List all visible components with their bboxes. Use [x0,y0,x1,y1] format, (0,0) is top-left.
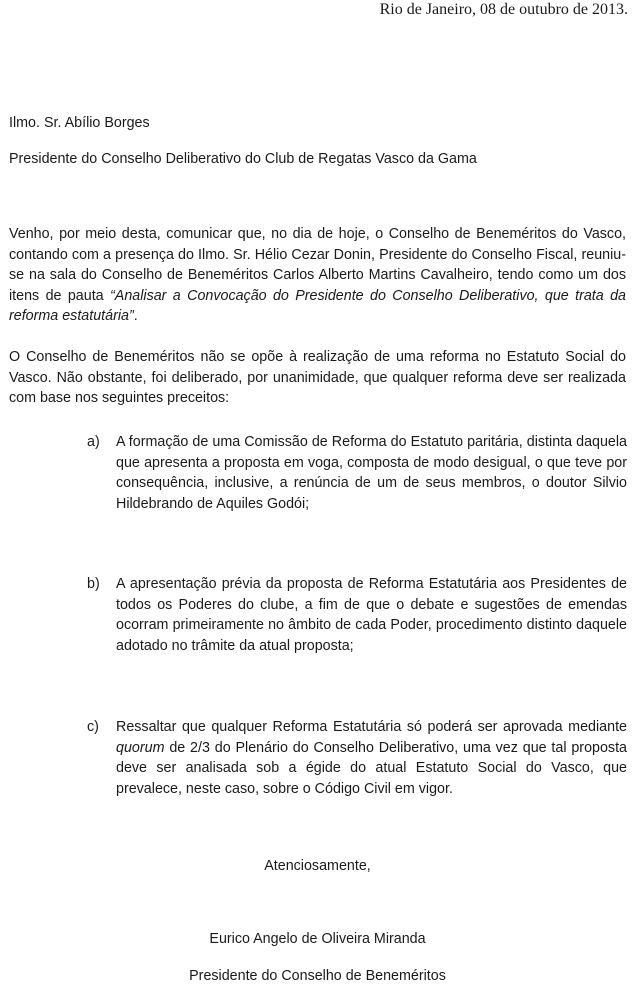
item-c-text-italic: quorum [116,739,165,756]
recipient-salutation: Ilmo. Sr. Abílio Borges [9,115,150,131]
closing-salutation: Atenciosamente, [264,858,371,874]
body-paragraph-1 [9,224,626,327]
list-marker: a) [87,434,100,450]
recipient-title: Presidente do Conselho Deliberativo do Club de Regatas Vasco da Gama [9,151,477,167]
paragraph-1-end: . [133,308,138,324]
signer-title: Presidente do Conselho de Beneméritos [189,968,446,984]
list-marker: c) [87,719,99,735]
paragraph-1-quote: “Analisar a Convocação do Presidente do Conselho Deliberativo, que trata da reforma estatutária” [9,287,627,324]
list-item-c [87,717,627,799]
signer-name: Eurico Angelo de Oliveira Miranda [209,931,426,947]
item-c-text-start: Ressaltar que qualquer Reforma Estatutária só poderá ser aprovada mediante [116,719,627,735]
item-c-text-end: de 2/3 do Plenário do Conselho Deliberativo, uma vez que tal proposta deve ser analisada sob a égide do atual Estatuto Social do Vasco, que prevalece, neste caso, sobre o Código Civil em vigor. [116,739,627,797]
letter-date: Rio de Janeiro, 08 de outubro de 2013. [379,1,628,18]
list-item-text: A formação de uma Comissão de Reforma do Estatuto paritária, distinta daquela que apresenta a proposta em voga, composta de modo desigual, o que teve por consequência, inclusive, a renúncia de um de seus membros, o doutor Silvio Hildebrando de Aquiles Godói; [116,434,627,512]
paragraph-1-text: Venho, por meio desta, comunicar que, no dia de hoje, o Conselho de Beneméritos do Vasco, contando com a presença do Ilmo. Sr. Hélio Cezar Donin, Presidente do Conselho Fiscal, reuniu-se na sala do Conselho de Beneméritos Carlos Alberto Martins Cavalheiro, tendo como um dos itens de pauta [9,226,626,304]
list-item-text [116,717,627,799]
body-paragraph-2: O Conselho de Beneméritos não se opõe à realização de uma reforma no Estatuto Social do Vasco. Não obstante, foi deliberado, por unanimidade, que qualquer reforma deve ser realizada com base nos seguintes preceitos: [9,349,626,406]
list-item-a [87,432,627,514]
list-item-text: A apresentação prévia da proposta de Reforma Estatutária aos Presidentes de todos os Poderes do clube, a fim de que o debate e sugestões de emendas ocorram primeiramente no âmbito de cada Poder, procedimento distinto daquele adotado no trâmite da atual proposta; [116,576,627,654]
list-item-b [87,574,627,656]
list-marker: b) [87,576,100,592]
